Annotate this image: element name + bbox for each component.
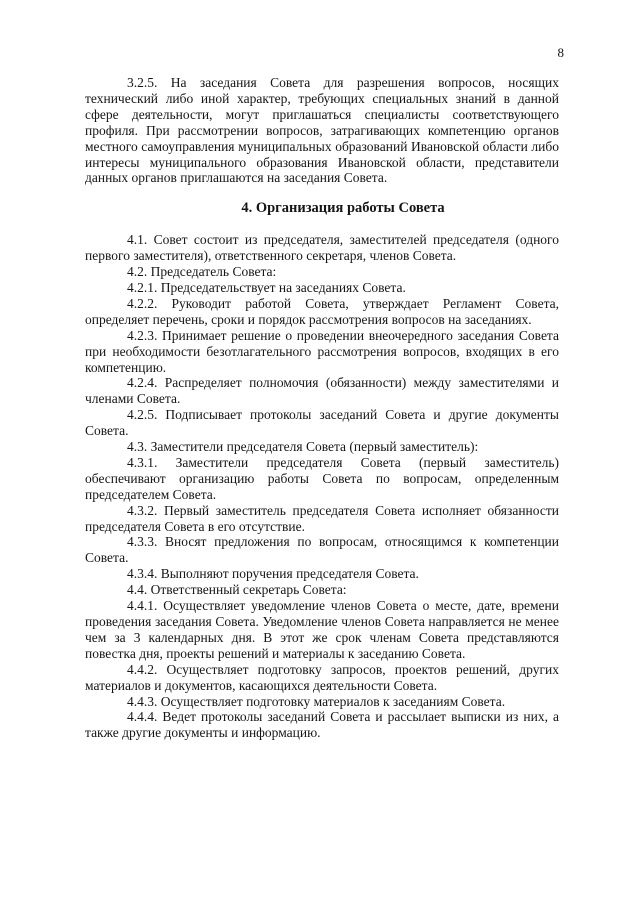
clause-4-3-3: 4.3.3. Вносят предложения по вопросам, относящимся к компетенции Совета. — [85, 534, 559, 566]
document-body — [85, 75, 559, 741]
page-number: 8 — [557, 45, 564, 60]
clause-4-2-5: 4.2.5. Подписывает протоколы заседаний Совета и другие документы Совета. — [85, 407, 559, 439]
clause-4-4-2: 4.4.2. Осуществляет подготовку запросов, проектов решений, других материалов и документов, касающихся деятельности Совета. — [85, 661, 559, 693]
clause-4-2: 4.2. Председатель Совета: — [127, 264, 277, 280]
clause-4-4-3: 4.4.3. Осуществляет подготовку материалов к заседаниям Совета. — [127, 693, 506, 709]
paragraph-3-2-5: 3.2.5. На заседания Совета для разрешения вопросов, носящих технический либо иной характер, требующих специальных знаний в данной сфере деятельности, могут приглашаться специалисты соответствующего профиля. При рассмотрении вопросов, затрагивающих компетенцию органов местного самоуправления муниципальных образований Ивановской области либо интересы муниципального образования Ивановской области, представители данных органов приглашаются на заседания Совета. — [85, 75, 559, 186]
clause-4-3-4: 4.3.4. Выполняют поручения председателя Совета. — [127, 566, 419, 582]
clause-4-3: 4.3. Заместители председателя Совета (первый заместитель): — [127, 439, 479, 455]
clause-4-2-2: 4.2.2. Руководит работой Совета, утверждает Регламент Совета, определяет перечень, сроки и порядок рассмотрения вопросов на заседаниях. — [85, 295, 559, 327]
clause-4-2-3: 4.2.3. Принимает решение о проведении внеочередного заседания Совета при необходимости безотлагательного рассмотрения вопросов, входящих в его компетенцию. — [85, 327, 559, 375]
section-title: 4. Организация работы Совета — [241, 200, 445, 217]
clause-4-3-1: 4.3.1. Заместители председателя Совета (первый заместитель) обеспечивают организацию работы Совета по вопросам, определенным председателем Совета. — [85, 454, 559, 502]
clause-4-4: 4.4. Ответственный секретарь Совета: — [127, 582, 347, 598]
clause-4-2-4: 4.2.4. Распределяет полномочия (обязанности) между заместителями и членами Совета. — [85, 375, 559, 407]
clause-4-2-1: 4.2.1. Председательствует на заседаниях Совета. — [127, 279, 406, 295]
clause-4-4-4: 4.4.4. Ведет протоколы заседаний Совета и рассылает выписки из них, а также другие документы и информацию. — [85, 709, 559, 741]
clause-4-4-1: 4.4.1. Осуществляет уведомление членов Совета о месте, дате, времени проведения заседания Совета. Уведомление членов Совета направляется не менее чем за 3 календарных дня. В этот же срок членам Совета представляются повестка дня, проекты решений и материалы к заседанию Совета. — [85, 598, 559, 661]
clause-4-1: 4.1. Совет состоит из председателя, заместителей председателя (одного первого заместителя), ответственного секретаря, членов Совета. — [85, 232, 559, 264]
clause-4-3-2: 4.3.2. Первый заместитель председателя Совета исполняет обязанности председателя Совета в его отсутствие. — [85, 502, 559, 534]
